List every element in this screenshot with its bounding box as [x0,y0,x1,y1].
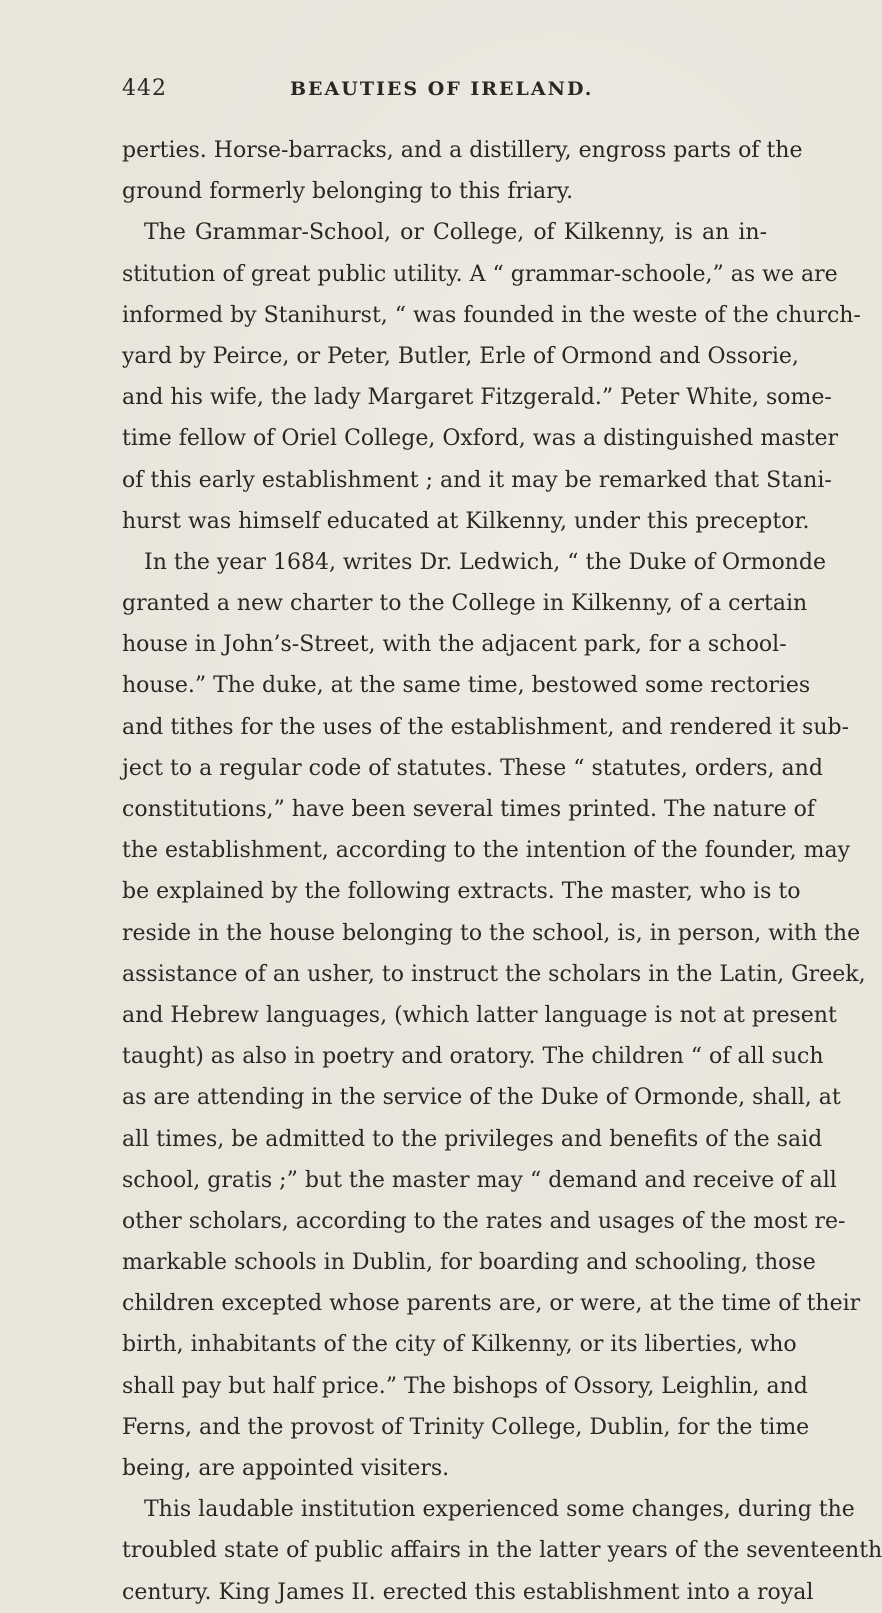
text-line: house in John’s-Street, with the adjacent park, for a school- [122,632,787,658]
text-line: and Hebrew languages, (which latter language is not at present [122,1002,837,1028]
page-number: 442 [122,76,167,101]
page-header [122,76,762,110]
text-line: constitutions,” have been several times printed. The nature of [122,797,815,822]
text-line: time fellow of Oriel College, Oxford, was a distinguished master [122,426,839,452]
text-line: as are attending in the service of the Duke of Ormonde, shall, at [122,1085,841,1111]
text-line: taught) as also in poetry and oratory. The children “ of all such [122,1044,824,1070]
text-line: hurst was himself educated at Kilkenny, under this preceptor. [122,508,810,534]
text-line: other scholars, according to the rates and usages of the most re- [122,1208,846,1234]
text-line: Ferns, and the provost of Trinity College, Dublin, for the time [122,1414,810,1440]
text-line: school, gratis ;” but the master may “ demand and receive of all [122,1167,837,1193]
text-line: In the year 1684, writes Dr. Ledwich, “ the Duke of Ormonde [144,549,826,575]
body-text [122,130,882,1613]
text-line: This laudable institution experienced some changes, during the [144,1497,855,1523]
text-line: ground formerly belonging to this friary. [122,179,574,205]
text-line: markable schools in Dublin, for boarding and schooling, those [122,1250,816,1276]
text-line: informed by Stanihurst, “ was founded in the weste of the church- [122,302,861,328]
text-line: house.” The duke, at the same time, bestowed some rectories [122,673,811,699]
text-line: The Grammar-School, or College, of Kilkenny, is an in- [144,220,767,246]
text-line: and his wife, the lady Margaret Fitzgerald.” Peter White, some- [122,385,832,411]
text-line: assistance of an usher, to instruct the scholars in the Latin, Greek, [122,961,866,987]
text-line: be explained by the following extracts. The master, who is to [122,879,801,905]
text-line: children excepted whose parents are, or were, at the time of their [122,1291,861,1317]
text-line: the establishment, according to the intention of the founder, may [122,838,851,864]
text-line: troubled state of public affairs in the latter years of the seventeenth [122,1538,882,1564]
text-line: all times, be admitted to the privileges and benefits of the said [122,1126,823,1152]
text-line: yard by Peirce, or Peter, Butler, Erle of Ormond and Ossorie, [122,343,799,369]
text-line: birth, inhabitants of the city of Kilkenny, or its liberties, who [122,1332,797,1358]
text-line: ject to a regular code of statutes. These “ statutes, orders, and [122,755,823,781]
text-line: shall pay but half price.” The bishops of Ossory, Leighlin, and [122,1373,808,1399]
text-line: being, are appointed visiters. [122,1456,450,1481]
text-line: reside in the house belonging to the school, is, in person, with the [122,920,861,946]
text-line: perties. Horse-barracks, and a distillery, engross parts of the [122,138,803,163]
text-line: and tithes for the uses of the establishment, and rendered it sub- [122,714,850,740]
text-line: of this early establishment ; and it may be remarked that Stani- [122,467,832,493]
text-line: stitution of great public utility. A “ grammar-schoole,” as we are [122,261,838,287]
running-head: BEAUTIES OF IRELAND. [290,78,594,100]
text-line: century. King James II. erected this establishment into a royal [122,1579,814,1605]
text-line: granted a new charter to the College in Kilkenny, of a certain [122,591,808,617]
